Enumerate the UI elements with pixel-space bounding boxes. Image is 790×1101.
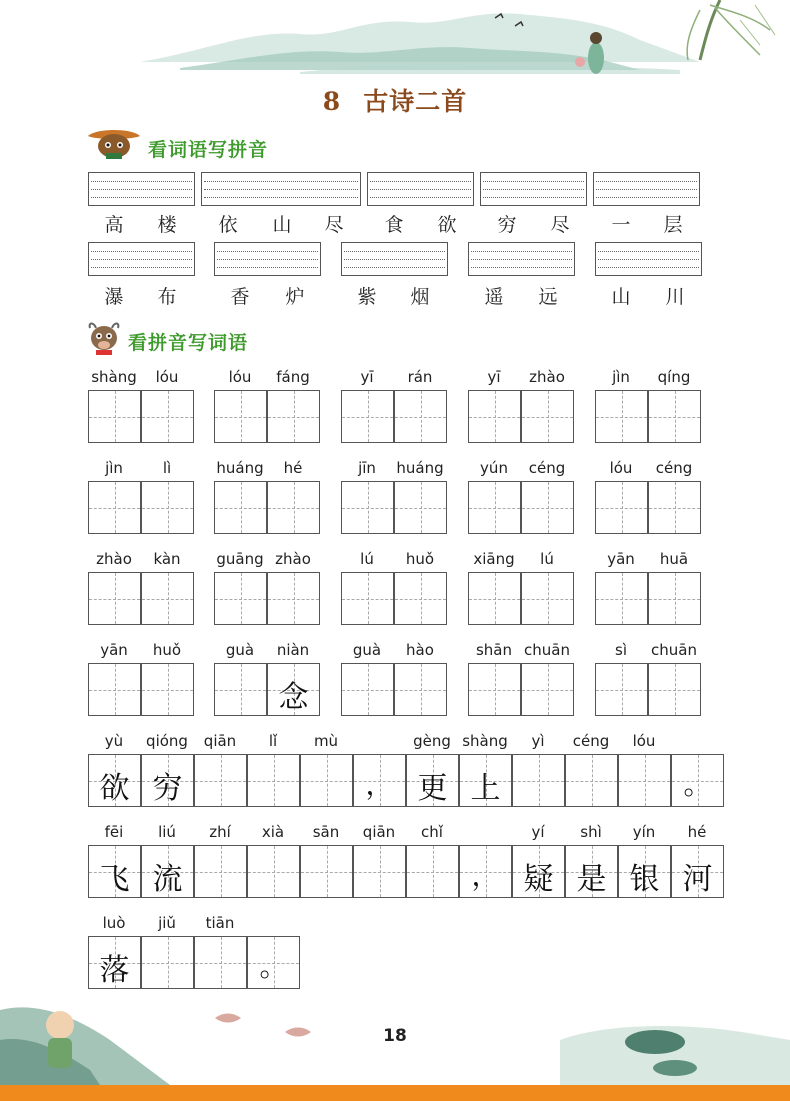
writing-cell[interactable] <box>648 481 701 534</box>
poem-pinyin: qiān <box>203 732 237 750</box>
cell-char: 穷 <box>152 771 183 806</box>
poem-pinyin: qióng <box>146 732 188 750</box>
writing-cell[interactable] <box>394 390 447 443</box>
pinyin-label: jīn <box>358 459 376 477</box>
word-char: 尽 <box>550 214 570 236</box>
poem-cell[interactable] <box>247 845 300 898</box>
writing-cell[interactable] <box>141 390 194 443</box>
writing-cell[interactable] <box>394 481 447 534</box>
pinyin-label: shàng <box>91 368 137 386</box>
writing-cell[interactable] <box>521 663 574 716</box>
cell-char: 上 <box>470 771 501 806</box>
pinyin-label: yī <box>360 368 374 386</box>
pinyin-label: guà <box>352 641 382 659</box>
poem-pinyin: qiān <box>362 823 396 841</box>
cell-char: 银 <box>629 862 660 897</box>
cell-char: 疑 <box>523 862 554 897</box>
poem-pinyin: céng <box>572 732 610 750</box>
word-char: 层 <box>663 214 683 236</box>
writing-cell[interactable] <box>267 572 320 625</box>
word-char: 香 <box>230 286 250 308</box>
poem-cell[interactable] <box>671 845 724 898</box>
poem-cell[interactable] <box>88 754 141 807</box>
pinyin-label: yān <box>607 550 635 568</box>
cell-char: ， <box>471 859 500 892</box>
writing-cell[interactable] <box>394 663 447 716</box>
poem-pinyin: yì <box>531 732 545 750</box>
cell-char: 欲 <box>99 771 130 806</box>
writing-cell[interactable] <box>521 390 574 443</box>
pinyin-answer-box[interactable] <box>88 242 195 276</box>
cow-mascot-icon <box>86 126 142 162</box>
pinyin-label: zhào <box>96 550 132 568</box>
pinyin-label: chuān <box>651 641 697 659</box>
pinyin-label: céng <box>655 459 693 477</box>
poem-pinyin: hé <box>687 823 707 841</box>
word-char: 山 <box>272 214 292 236</box>
cell-char: 更 <box>417 771 448 806</box>
writing-cell[interactable] <box>648 663 701 716</box>
writing-cell[interactable] <box>648 390 701 443</box>
poem-pinyin: chǐ <box>421 823 443 841</box>
poem-cell[interactable] <box>565 754 618 807</box>
writing-cell[interactable] <box>267 481 320 534</box>
cell-char: 。 <box>259 950 288 983</box>
writing-cell[interactable] <box>88 481 141 534</box>
pinyin-label: huā <box>659 550 689 568</box>
poem-pinyin: fēi <box>104 823 124 841</box>
word-char: 依 <box>218 214 238 236</box>
poem-cell[interactable] <box>406 845 459 898</box>
pinyin-label: huáng <box>216 459 264 477</box>
section-heading-words: 看拼音写词语 <box>128 332 249 354</box>
writing-cell[interactable] <box>468 572 521 625</box>
poem-cell[interactable] <box>565 845 618 898</box>
pinyin-label: shān <box>475 641 513 659</box>
writing-cell[interactable] <box>341 663 394 716</box>
pinyin-answer-box[interactable] <box>468 242 575 276</box>
pinyin-label: sì <box>615 641 627 659</box>
pinyin-answer-box[interactable] <box>480 172 587 206</box>
poem-cell[interactable] <box>618 845 671 898</box>
writing-cell[interactable] <box>341 390 394 443</box>
writing-cell[interactable] <box>141 481 194 534</box>
punctuation-cell <box>459 845 512 898</box>
poem-cell[interactable] <box>141 845 194 898</box>
pinyin-label: zhào <box>275 550 311 568</box>
word-char: 布 <box>157 286 177 308</box>
pinyin-label: guāng <box>216 550 264 568</box>
cell-char: 念 <box>278 680 309 715</box>
poem-pinyin: shàng <box>462 732 508 750</box>
lesson-number: 8 <box>322 87 342 116</box>
poem-cell[interactable] <box>618 754 671 807</box>
poem-cell[interactable] <box>88 845 141 898</box>
poem-pinyin: yín <box>632 823 656 841</box>
pinyin-label: lóu <box>228 368 252 386</box>
writing-cell[interactable] <box>88 572 141 625</box>
poem-pinyin: yù <box>104 732 124 750</box>
word-char: 山 <box>611 286 631 308</box>
pinyin-label: huǒ <box>152 641 182 659</box>
writing-cell[interactable] <box>521 481 574 534</box>
writing-cell[interactable] <box>595 390 648 443</box>
poem-pinyin: mù <box>313 732 339 750</box>
lesson-title-text: 古诗二首 <box>363 87 468 116</box>
pinyin-label: zhào <box>529 368 565 386</box>
pinyin-label: guà <box>225 641 255 659</box>
writing-cell[interactable] <box>341 572 394 625</box>
pinyin-answer-box[interactable] <box>214 242 321 276</box>
writing-cell[interactable] <box>214 663 267 716</box>
writing-cell[interactable] <box>595 572 648 625</box>
poem-pinyin: gèng <box>413 732 451 750</box>
word-char: 紫 <box>357 286 377 308</box>
poem-pinyin: jiǔ <box>158 914 176 932</box>
word-char: 高 <box>104 214 124 236</box>
poem-cell[interactable] <box>141 936 194 989</box>
landscape-header-illustration <box>0 0 790 80</box>
poem-cell[interactable] <box>88 936 141 989</box>
pinyin-answer-box[interactable] <box>201 172 361 206</box>
poem-pinyin: tiān <box>205 914 235 932</box>
poem-cell[interactable] <box>194 754 247 807</box>
writing-cell[interactable] <box>341 481 394 534</box>
ox-mascot-icon <box>86 320 122 356</box>
pinyin-answer-box[interactable] <box>367 172 474 206</box>
writing-cell[interactable] <box>468 481 521 534</box>
poem-cell[interactable] <box>353 845 406 898</box>
writing-cell[interactable] <box>141 572 194 625</box>
word-char: 远 <box>538 286 558 308</box>
cell-char: 飞 <box>99 862 130 897</box>
cell-char: 是 <box>576 862 607 897</box>
cell-char: 河 <box>682 862 713 897</box>
pinyin-label: hào <box>406 641 434 659</box>
pinyin-label: huáng <box>396 459 444 477</box>
poem-cell[interactable] <box>512 845 565 898</box>
poem-cell[interactable] <box>406 754 459 807</box>
pinyin-label: céng <box>528 459 566 477</box>
cell-char: 落 <box>99 953 130 988</box>
word-char: 烟 <box>410 286 430 308</box>
pinyin-label: qíng <box>657 368 691 386</box>
pinyin-label: yī <box>487 368 501 386</box>
word-char: 楼 <box>157 214 177 236</box>
word-char: 川 <box>665 286 685 308</box>
pinyin-label: lì <box>162 459 172 477</box>
pinyin-label: jìn <box>612 368 630 386</box>
poem-cell[interactable] <box>300 845 353 898</box>
section-heading-pinyin: 看词语写拼音 <box>148 139 269 161</box>
poem-pinyin: lǐ <box>268 732 278 750</box>
punctuation-cell <box>353 754 406 807</box>
pinyin-label: xiāng <box>473 550 515 568</box>
pinyin-answer-box[interactable] <box>595 242 702 276</box>
writing-cell[interactable] <box>214 481 267 534</box>
pinyin-label: hé <box>283 459 303 477</box>
poem-pinyin: zhí <box>209 823 231 841</box>
poem-cell[interactable] <box>300 754 353 807</box>
pinyin-label: jìn <box>105 459 123 477</box>
word-char: 遥 <box>484 286 504 308</box>
writing-cell[interactable] <box>88 663 141 716</box>
cell-char: 流 <box>152 862 183 897</box>
poem-pinyin: liú <box>158 823 176 841</box>
pinyin-label: yān <box>100 641 128 659</box>
poem-cell[interactable] <box>141 754 194 807</box>
writing-cell[interactable] <box>521 572 574 625</box>
pinyin-label: rán <box>407 368 433 386</box>
pinyin-label: fáng <box>276 368 310 386</box>
poem-pinyin: shì <box>580 823 602 841</box>
pinyin-label: niàn <box>276 641 310 659</box>
writing-cell[interactable] <box>267 390 320 443</box>
poem-pinyin: xià <box>261 823 285 841</box>
word-char: 尽 <box>324 214 344 236</box>
writing-cell[interactable] <box>214 572 267 625</box>
word-char: 欲 <box>437 214 457 236</box>
poem-pinyin: lóu <box>632 732 656 750</box>
poem-cell[interactable] <box>459 754 512 807</box>
poem-cell[interactable] <box>512 754 565 807</box>
poem-pinyin: yí <box>531 823 545 841</box>
word-char: 一 <box>611 214 631 236</box>
word-char: 炉 <box>285 286 305 308</box>
poem-cell[interactable] <box>194 936 247 989</box>
lesson-title <box>0 82 790 118</box>
pinyin-answer-box[interactable] <box>593 172 700 206</box>
writing-cell[interactable] <box>468 663 521 716</box>
cell-char: 。 <box>683 768 712 801</box>
pinyin-answer-box[interactable] <box>88 172 195 206</box>
writing-cell[interactable] <box>88 390 141 443</box>
writing-cell[interactable] <box>267 663 320 716</box>
pinyin-label: huǒ <box>405 550 435 568</box>
writing-cell[interactable] <box>648 572 701 625</box>
writing-cell[interactable] <box>141 663 194 716</box>
pinyin-answer-box[interactable] <box>341 242 448 276</box>
page-number: 18 <box>383 1026 407 1046</box>
poem-pinyin: luò <box>102 914 126 932</box>
poem-cell[interactable] <box>247 754 300 807</box>
bottom-bar <box>0 1085 790 1101</box>
cell-char: ， <box>365 768 394 801</box>
pinyin-label: kàn <box>153 550 181 568</box>
punctuation-cell <box>671 754 724 807</box>
writing-cell[interactable] <box>595 481 648 534</box>
writing-cell[interactable] <box>595 663 648 716</box>
word-char: 穷 <box>497 214 517 236</box>
punctuation-cell <box>247 936 300 989</box>
word-char: 瀑 <box>104 286 124 308</box>
pinyin-label: lú <box>360 550 374 568</box>
poem-pinyin: sān <box>312 823 340 841</box>
pinyin-label: lóu <box>609 459 633 477</box>
pinyin-label: lóu <box>155 368 179 386</box>
writing-cell[interactable] <box>394 572 447 625</box>
writing-cell[interactable] <box>214 390 267 443</box>
poem-cell[interactable] <box>194 845 247 898</box>
pinyin-label: chuān <box>524 641 570 659</box>
pinyin-label: lú <box>540 550 554 568</box>
pinyin-label: yún <box>480 459 508 477</box>
writing-cell[interactable] <box>468 390 521 443</box>
word-char: 食 <box>384 214 404 236</box>
